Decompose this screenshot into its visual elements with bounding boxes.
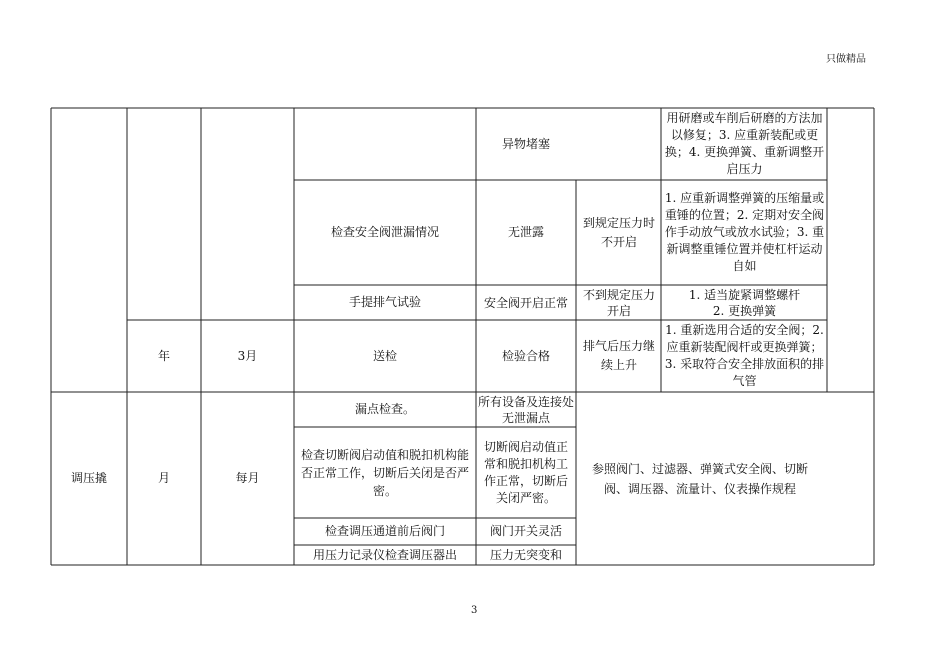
table-cell-item: 手提排气试验: [348, 295, 421, 309]
table-cell-fix: 1. 应重新调整弹簧的压缩量或重锤的位置；2. 定期对安全阀作手动放气或放水试验；3. 重新调整重锤位置并使杠杆运动自如: [664, 191, 825, 273]
table-cell-fault: 排气后压力继续上升: [582, 339, 655, 372]
table-cell-equipment: 调压撬: [70, 471, 107, 485]
table-cell-item: 漏点检查。: [354, 402, 415, 416]
table-cell-fix: 1. 适当旋紧调整螺杆 2. 更换弹簧: [688, 287, 801, 318]
table-cell-check: 异物堵塞: [501, 136, 550, 151]
table-cell-fault: 到规定压力时不开启: [582, 215, 655, 249]
table-cell-item: 送检: [372, 348, 397, 363]
table-cell-item: 用压力记录仪检查调压器出: [312, 547, 457, 562]
table-cell-period: 年: [157, 348, 170, 363]
table-cell-standard: 切断阀启动值正常和脱扣机构工作正常，切断后关闭严密。: [483, 439, 568, 505]
table-cell-standard: 检验合格: [501, 348, 550, 363]
table-cell-fix: 用研磨或车削后研磨的方法加以修复；3. 应重新装配或更换；4. 更换弹簧、重新调整开启压力: [664, 111, 825, 176]
table-cell-fix: 1. 重新选用合适的安全阀；2. 应重新装配阀杆或更换弹簧；3. 采取符合安全排放面积的排气管: [664, 323, 825, 388]
table-cell-standard: 压力无突变和: [489, 547, 562, 562]
table-cell-time: 3月: [237, 348, 258, 363]
table-cell-standard: 无泄露: [507, 225, 544, 239]
header-note: 只做精品: [826, 54, 866, 65]
table-cell-item: 检查调压通道前后阀门: [324, 524, 445, 538]
table-cell-item: 检查切断阀启动值和脱扣机构能否正常工作，切断后关闭是否严密。: [300, 447, 469, 498]
table-cell-standard: 安全阀开启正常: [483, 295, 568, 310]
table-cell-period: 月: [157, 471, 170, 485]
table-cell-item: 检查安全阀泄漏情况: [330, 225, 439, 239]
table-cell-fault: 不到规定压力开启: [582, 287, 655, 318]
table-cell-reference: 参照阀门、过滤器、弹簧式安全阀、切断阀、调压器、流量计、仪表操作规程: [591, 461, 808, 496]
table-cell-standard: 阀门开关灵活: [489, 524, 562, 538]
table-cell-standard: 所有设备及连接处无泄漏点: [478, 394, 575, 425]
page-number: 3: [471, 605, 478, 616]
table-cell-time: 每月: [235, 471, 260, 485]
